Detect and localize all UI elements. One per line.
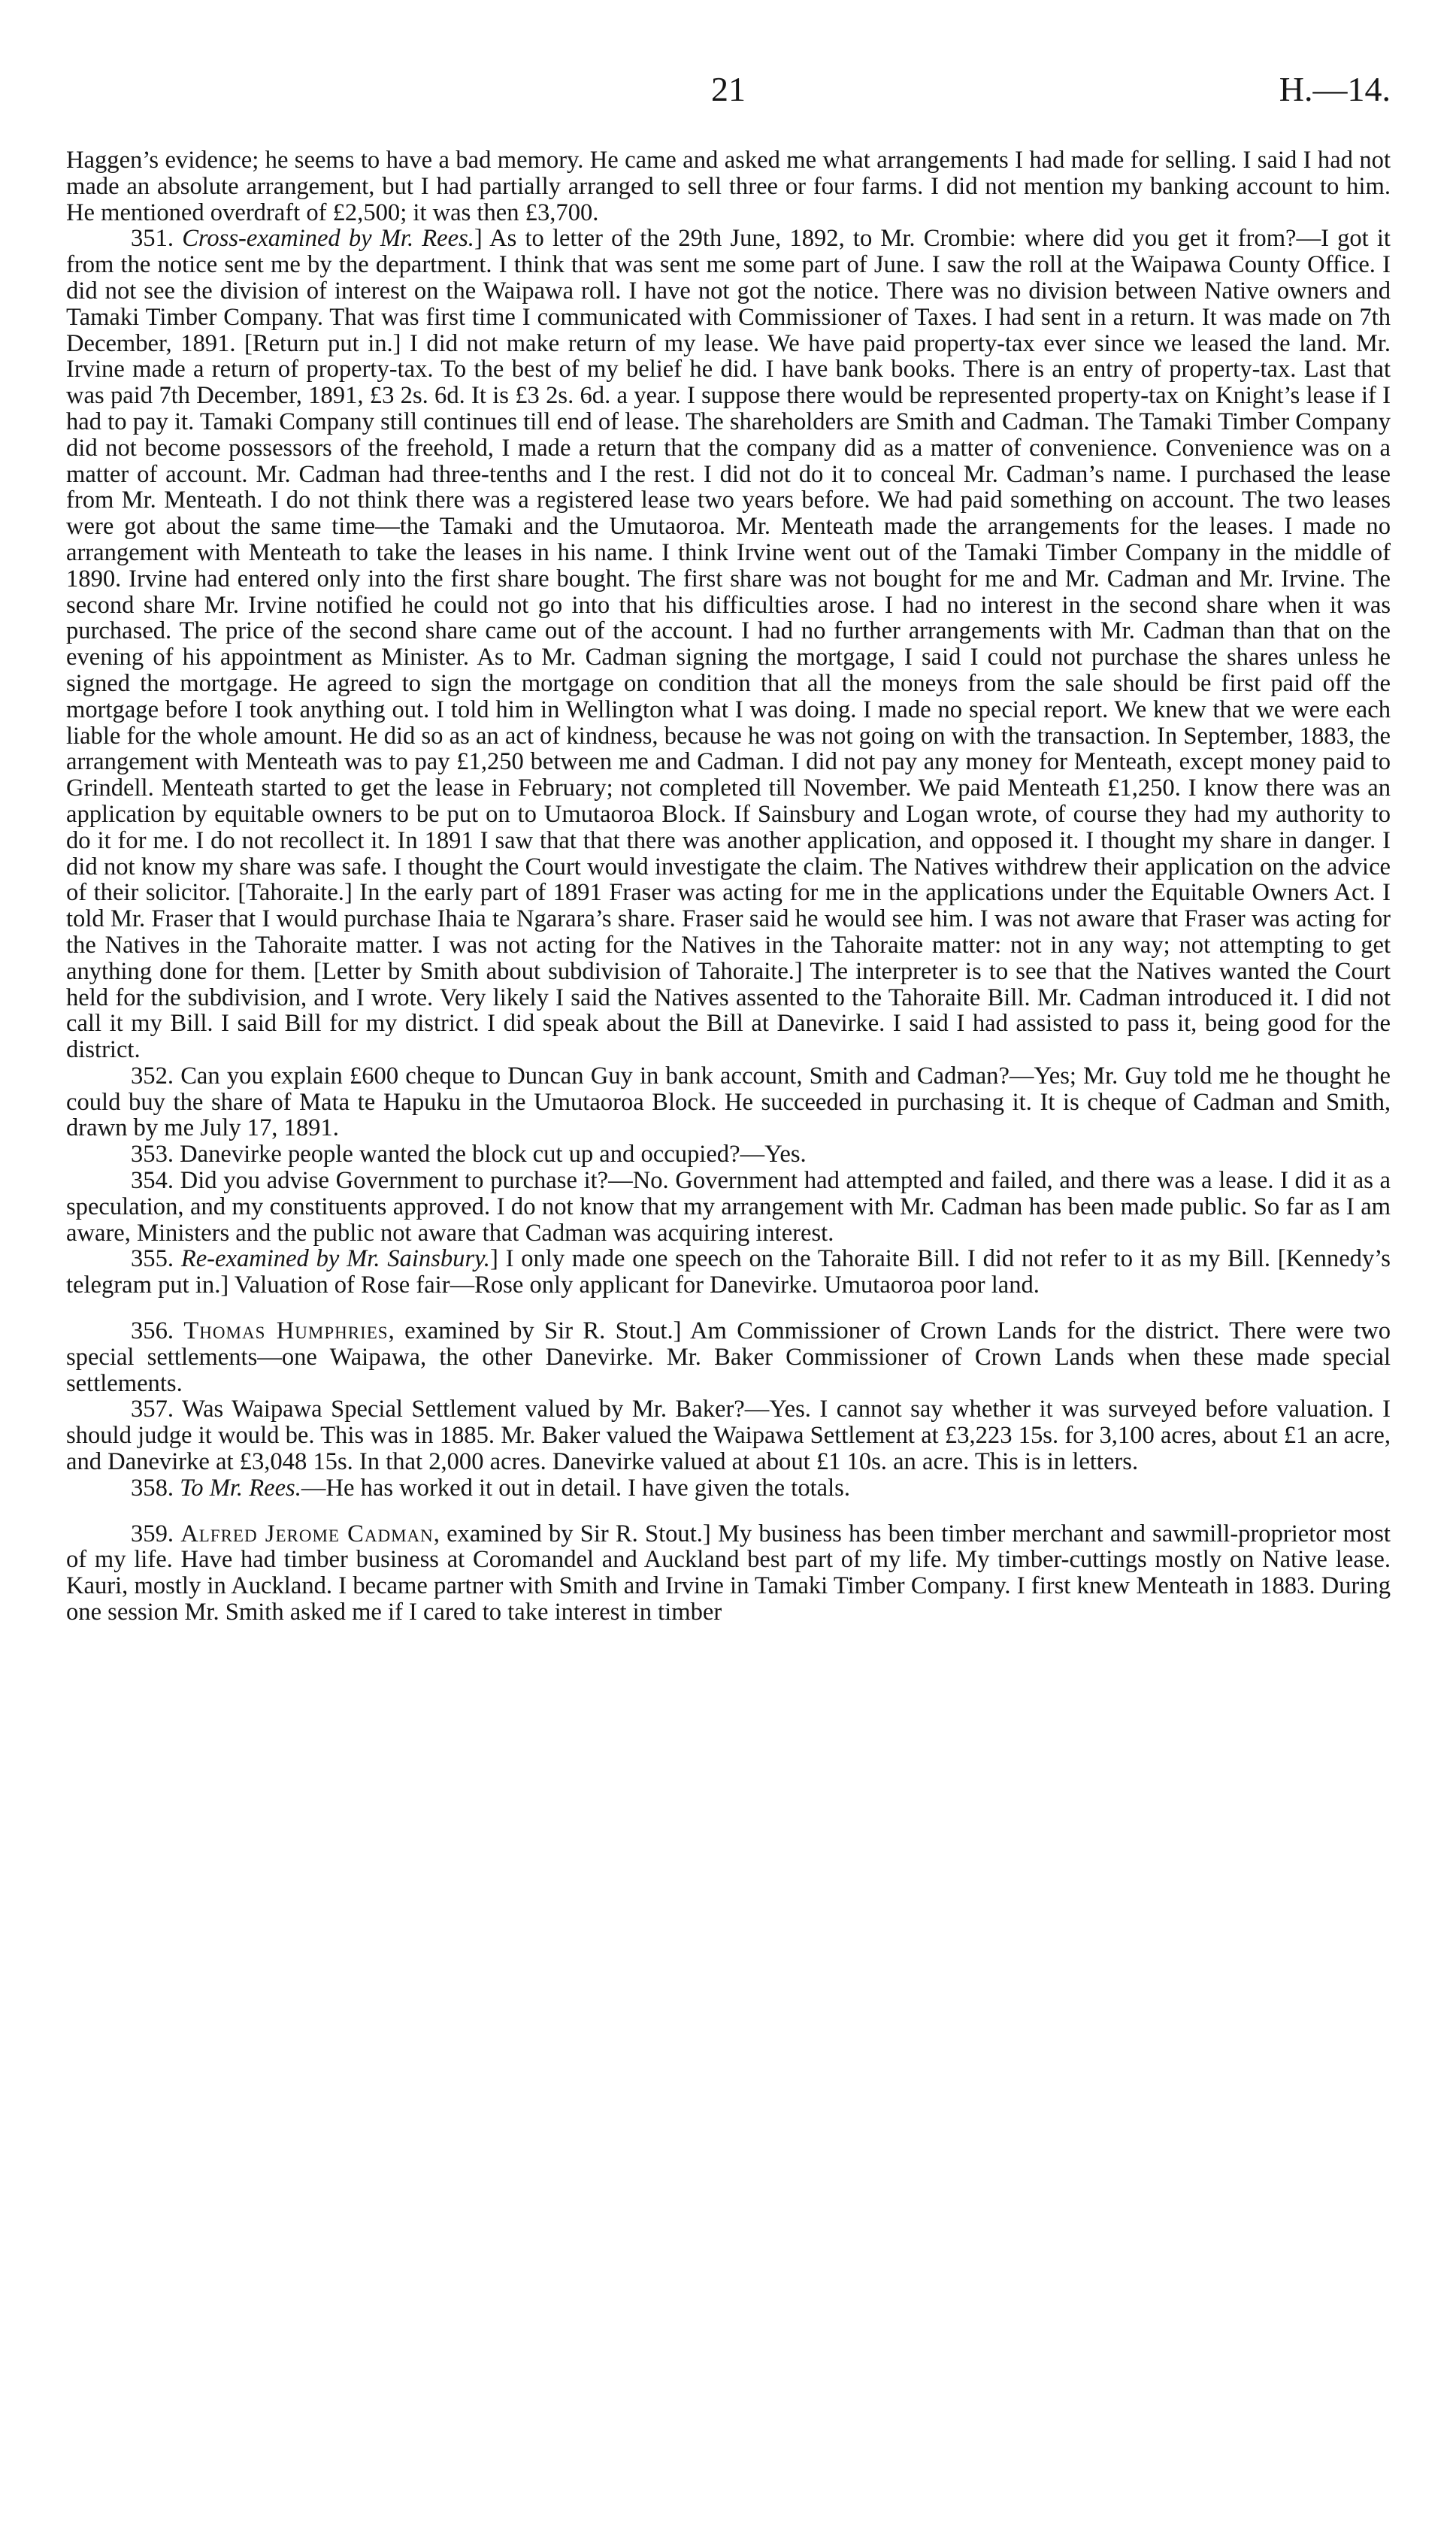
question-number: 358. (131, 1474, 174, 1502)
paragraph-354: 354. Did you advise Government to purchase it?—No. Government had attempted and failed, and there was a lease. I did it as a speculation, and my constituents approved. I do not know that my arrangement with Mr. Cadman has been made public. So far as I am aware, Ministers and the public not aware that Cadman was acquiring interest. (66, 1167, 1391, 1247)
paragraph-353: 353. Danevirke people wanted the block cut up and occupied?—Yes. (131, 1141, 807, 1168)
witness-name: Alfred Jerome Cadman (180, 1520, 434, 1547)
paragraph-356 (66, 1318, 1391, 1396)
examination-lead: Cross-examined by Mr. Rees. (182, 225, 474, 253)
paragraph-357: 357. Was Waipawa Special Settlement valued by Mr. Baker?—Yes. I cannot say whether it was surveyed before valuation. I should judge it would be. This was in 1885. Mr. Baker valued the Waipawa Settlement at £3,223 15s. for 3,100 acres, about £1 an acre, and Danevirke at £3,048 15s. In that 2,000 acres. Danevirke valued at about £1 10s. an acre. This is in letters. (66, 1396, 1391, 1476)
paragraph-text: , examined by Sir R. Stout.] My business has been timber merchant and sawmill-proprietor most of my life. Have had timber business at Coromandel and Auckland best part of my life. My timber-cuttings mostly on Native lease. Kauri, mostly in Auckland. I became partner with Smith and Irvine in Tamaki Timber Company. I first knew Menteath in 1883. During one session Mr. Smith asked me if I cared to take interest in timber (66, 1520, 1391, 1626)
paragraph-text: —He has worked it out in detail. I have given the totals. (301, 1474, 850, 1502)
question-number: 355. (131, 1245, 174, 1273)
paragraph-continuation: Haggen’s evidence; he seems to have a bad memory. He came and asked me what arrangements I had made for selling. I said I had not made an absolute arrangement, but I had partially arranged to sell three or four farms. I did not mention my banking account to him. He mentioned overdraft of £2,500; it was then £3,700. (66, 147, 1391, 226)
witness-name: Thomas Humphries (183, 1317, 389, 1345)
paragraph-352: 352. Can you explain £600 cheque to Duncan Guy in bank account, Smith and Cadman?—Yes; Mr. Guy told me he thought he could buy the share of Mata te Hapuku in the Umutaoroa Block. He succeeded in purchasing it. It is cheque of Cadman and Smith, drawn by me July 17, 1891. (66, 1062, 1391, 1142)
paragraph-text: ] As to letter of the 29th June, 1892, to Mr. Crombie: where did you get it from?—I got it from the notice sent me by the department. I think that was sent me some part of June. I saw the roll at the Waipawa County Office. I did not see the division of interest on the Waipawa roll. I have not got the notice. There was no division between Native owners and Tamaki Timber Company. That was first time I communicated with Commissioner of Taxes. I had sent in a return. It was made on 7th December, 1891. [Return put in.] I did not make return of my lease. We have paid property-tax ever since we leased the land. Mr. Irvine made a return of property-tax. To the best of my belief he did. I have bank books. There is an entry of property-tax. Last that was paid 7th December, 1891, £3 2s. 6d. It is £3 2s. 6d. a year. I suppose there would be represented property-tax on Knight’s lease if I had to pay it. Tamaki Company still continues till end of lease. The shareholders are Smith and Cadman. The Tamaki Timber Company did not become possessors of the freehold, I made a return that the company did as a matter of convenience. Convenience was on a matter of account. Mr. Cadman had three-tenths and I the rest. I did not do it to conceal Mr. Cadman’s name. I purchased the lease from Mr. Menteath. I do not think there was a registered lease two years before. We had paid something on account. The two leases were got about the same time—the Tamaki and the Umutaoroa. Mr. Menteath made the arrangements for the leases. I made no arrangement with Menteath to take the leases in his name. I think Irvine went out of the Tamaki Timber Company in the middle of 1890. Irvine had entered only into the first share bought. The first share was not bought for me and Mr. Cadman and Mr. Irvine. The second share Mr. Irvine notified he could not go into that his difficulties arose. I had no interest in the second share when it was purchased. The price of the second share came out of the account. I had no further arrangements with Mr. Cadman than that on the evening of his appointment as Minister. As to Mr. Cadman signing the mortgage, I said I could not purchase the shares unless he signed the mortgage. He agreed to sign the mortgage on condition that all the moneys from the sale should be first paid off the mortgage before I took anything out. I told him in Wellington what I was doing. I made no special report. We knew that we were each liable for the whole amount. He did so as an act of kindness, because he was not going on with the transaction. In September, 1883, the arrangement with Menteath was to pay £1,250 between me and Cadman. I did not pay any money for Menteath, except money paid to Grindell. Menteath started to get the lease in February; not completed till November. We paid Menteath £1,250. I know there was an application by equitable owners to be put on to Umutaoroa Block. If Sainsbury and Logan wrote, of course they had my authority to do it for me. I do not recollect it. In 1891 I saw that that there was another application, and opposed it. I thought my share in danger. I did not know my share was safe. I thought the Court would investigate the claim. The Natives withdrew their application on the advice of their solicitor. [Tahoraite.] In the early part of 1891 Fraser was acting for me in the applications under the Equitable Owners Act. I told Mr. Fraser that I would purchase Ihaia te Ngarara’s share. Fraser said he would see him. I was not aware that Fraser was acting for the Natives in the Tahoraite matter. I was not acting for the Natives in the Tahoraite matter: not in any way; not attempting to get anything done for them. [Letter by Smith about subdivision of Tahoraite.] The interpreter is to see that the Natives wanted the Court held for the subdivision, and I wrote. Very likely I said the Natives assented to the Tahoraite Bill. Mr. Cadman introduced it. I did not call it my Bill. I said Bill for my district. I did speak about the Bill at Danevirke. I said I had assisted to pass it, being good for the district. (66, 225, 1391, 1064)
examination-lead: To Mr. Rees. (180, 1474, 301, 1502)
question-number: 356. (131, 1317, 174, 1345)
page-header (66, 69, 1391, 122)
document-reference: H.—14. (1279, 70, 1391, 108)
paragraph-351 (66, 226, 1391, 1063)
examination-lead: Re-examined by Mr. Sainsbury. (180, 1245, 490, 1273)
paragraph-355 (66, 1246, 1391, 1299)
paragraph-text: , examined by Sir R. Stout.] Am Commissioner of Crown Lands for the district. There were two special settlements—one Waipawa, the other Danevirke. Mr. Baker Commissioner of Crown Lands when these made special settlements. (66, 1317, 1391, 1397)
document-page (66, 69, 1391, 1626)
body-text (66, 147, 1391, 1626)
question-number: 359. (131, 1520, 174, 1547)
paragraph-359 (66, 1521, 1391, 1626)
question-number: 351. (131, 225, 174, 253)
paragraph-358 (66, 1475, 1391, 1502)
paragraph-text: ] I only made one speech on the Tahoraite Bill. I did not refer to it as my Bill. [Kennedy’s telegram put in.] Valuation of Rose fair—Rose only applicant for Danevirke. Umutaoroa poor land. (66, 1245, 1391, 1299)
page-number: 21 (711, 70, 746, 108)
